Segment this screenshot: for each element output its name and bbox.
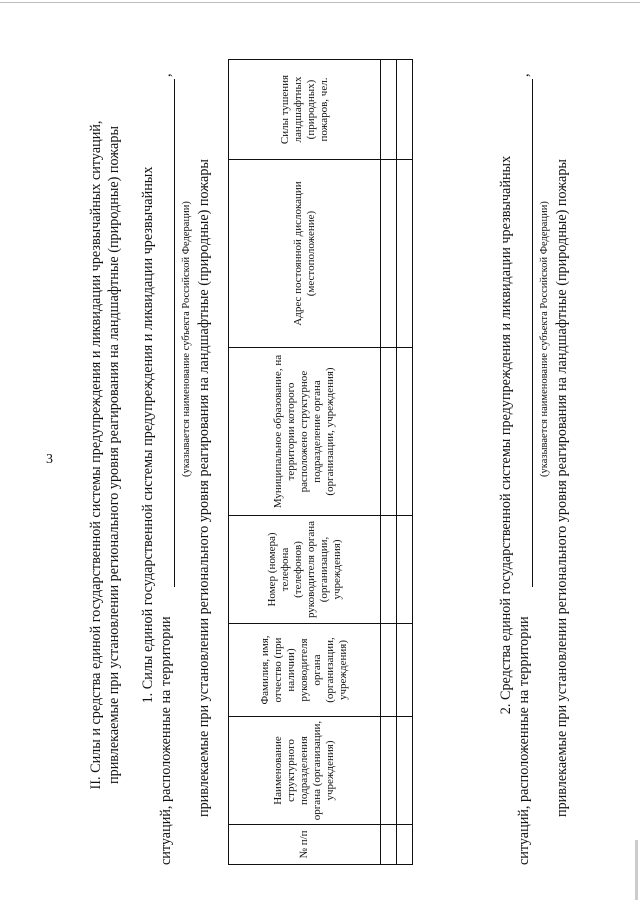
header-unit-name: Наименование структурного подразделения органа (организации, учреждения) [229, 717, 381, 825]
table-cell [381, 348, 397, 516]
table-cell [381, 717, 397, 825]
table-cell [381, 624, 397, 717]
scan-edge-mark [635, 840, 638, 900]
table-cell [397, 160, 413, 348]
part2-tail: привлекаемые при установлении регионального уровня реагирования на ландшафтные (природные) пожары [554, 159, 570, 817]
page-number: 3 [46, 452, 53, 467]
table-cell [381, 160, 397, 348]
rotated-page-content [82, 45, 602, 865]
section-title-line2: привлекаемые при установлении регионального уровня реагирования на ландшафтные (природные) пожары [106, 126, 122, 784]
table-cell [397, 60, 413, 160]
table-cell [381, 516, 397, 624]
part2-territory-comma: , [516, 73, 532, 77]
part2-territory-blank [532, 79, 533, 587]
header-head-name: Фамилия, имя, отчество (при наличии) руководителя органа (организации, учреждения) [229, 624, 381, 717]
part1-territory-comma: , [158, 73, 174, 77]
header-phone: Номер (номера) телефона (телефонов) руководителя органа (организации, учреждения) [229, 516, 381, 624]
table-cell [381, 825, 397, 865]
table-row [381, 60, 397, 865]
part2-heading: 2. Средства единой государственной системы предупреждения и ликвидации чрезвычайных [498, 155, 514, 715]
table-row [397, 60, 413, 865]
table-cell [397, 516, 413, 624]
part2-hint: (указывается наименование субъекта Российской Федерации) [539, 201, 550, 477]
table-header-row [229, 60, 381, 865]
forces-table [228, 59, 413, 865]
header-address: Адрес постоянной дислокации (местоположение) [229, 160, 381, 348]
part1-tail: привлекаемые при установлении регионального уровня реагирования на ландшафтные (природные) пожары [196, 159, 212, 817]
scan-top-line [0, 2, 640, 3]
part1-heading: 1. Силы единой государственной системы предупреждения и ликвидации чрезвычайных [140, 166, 156, 704]
part1-hint: (указывается наименование субъекта Российской Федерации) [181, 201, 192, 477]
part1-territory-prefix: ситуаций, расположенные на территории [158, 616, 174, 865]
part1-territory-blank [174, 79, 175, 587]
part2-territory-prefix: ситуаций, расположенные на территории [516, 616, 532, 865]
table-cell [397, 717, 413, 825]
header-municipality: Муниципальное образование, на территории которого расположено структурное подразделение органа (организации, учреждения) [229, 348, 381, 516]
section-title-line1: II. Силы и средства единой государственной системы предупреждения и ликвидации чрезвычайных ситуаций, [88, 120, 104, 790]
table-cell [397, 825, 413, 865]
table-cell [397, 348, 413, 516]
header-number: № п/п [229, 825, 381, 865]
table-cell [397, 624, 413, 717]
table-cell [381, 60, 397, 160]
header-forces: Силы тушения ландшафтных (природных) пожаров, чел. [229, 60, 381, 160]
